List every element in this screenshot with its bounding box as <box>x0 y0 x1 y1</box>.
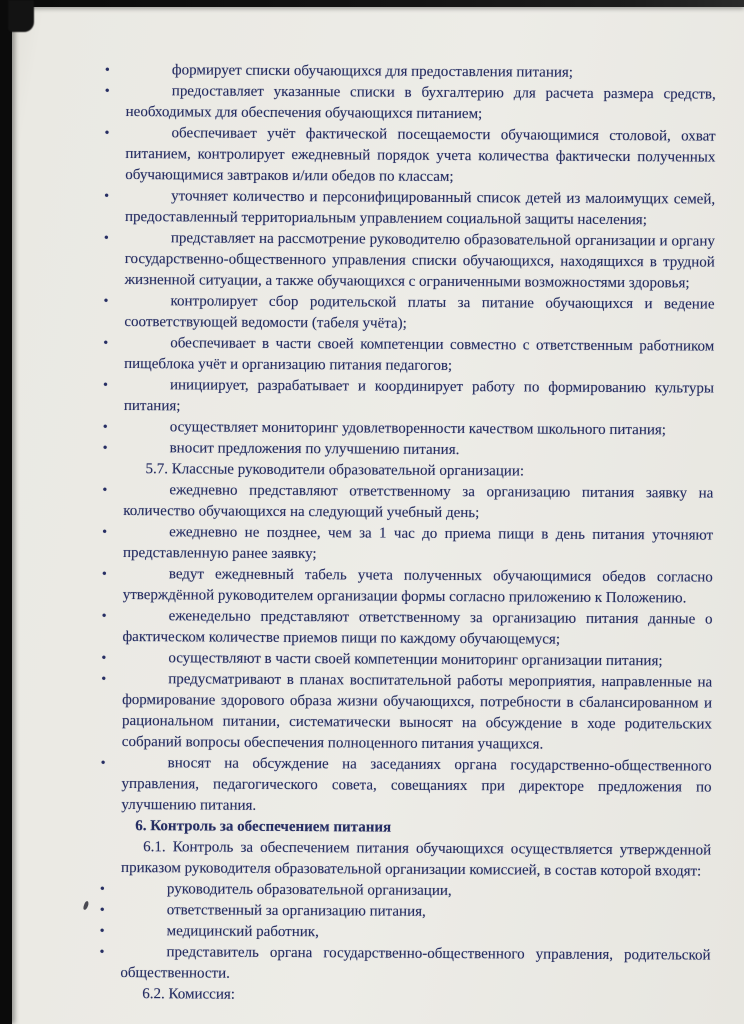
item-text: уточняет количество и персонифицированный список детей из малоимущих семей, предоставленный территориальным управлением социальной защиты населения; <box>124 188 716 229</box>
list-item <box>101 669 713 757</box>
bullet-marker: • <box>101 608 107 624</box>
item-text: обеспечивает учёт фактической посещаемости обучающимися столовой, охват питанием, контролирует ежедневный порядок учета количества фактически полученных обучающимися завтраков и/или обедов по классам; <box>125 125 716 186</box>
list-item <box>102 375 715 421</box>
item-text: вносят на обсуждение на заседаниях органа государственно-общественного управления, педагогического совета, совещаниях при директоре предложения по улучшению питания. <box>121 755 712 814</box>
item-text: ежедневно представляют ответственному за организацию питания заявку на количество обучающихся на следующий учебный день; <box>123 482 714 522</box>
item-text: представитель органа государственно-общественного управления, родительской общественности. <box>120 944 711 982</box>
bullet-marker: • <box>104 62 110 78</box>
list-item <box>104 81 716 127</box>
list-item <box>104 186 716 232</box>
bullet-marker: • <box>99 902 105 918</box>
bullet-marker: • <box>102 524 108 540</box>
list-item <box>101 564 713 610</box>
bullet-marker: • <box>99 944 105 960</box>
item-text: 6. Контроль за обеспечением питания <box>135 818 392 836</box>
bullet-marker: • <box>104 125 110 141</box>
bullet-marker: • <box>99 923 105 939</box>
list-item <box>101 606 713 652</box>
item-text: 6.2. Комиссия: <box>142 986 235 1003</box>
list-item <box>103 333 715 379</box>
item-text: ежедневно не позднее, чем за 1 час до приема пищи в день питания уточняют представленную ранее заявку; <box>122 524 714 563</box>
document-body <box>99 60 716 1009</box>
item-text: ведут ежедневный табель учета полученных обучающимися обедов согласно утверждённой руководителем организации формы согласно приложению к Положению. <box>122 566 713 607</box>
item-text: представляет на рассмотрение руководителю образовательной организации и органу государственно-общественного управления списки обучающихся, находящихся в трудной жизненной ситуации, а также обучающихся с ограниченными возможностями здоровья; <box>124 230 715 292</box>
bullet-marker: • <box>103 230 109 246</box>
item-text: инициирует, разрабатывает и координирует работу по формированию культуры питания; <box>123 377 715 415</box>
item-text: контролирует сбор родительской платы за питание обучающихся и ведение соответствующей ведомости (табеля учёта); <box>124 293 715 332</box>
list-item <box>103 228 715 295</box>
item-text: 6.1. Контроль за обеспечением питания обучающихся осуществляется утвержденной приказом руководителя образовательной организации комиссией, в состав которой входят: <box>121 839 712 880</box>
scan-edge-left-artifact <box>0 0 12 1024</box>
bullet-marker: • <box>102 377 108 393</box>
bullet-marker: • <box>104 83 110 99</box>
scan-corner-artifact <box>8 0 34 32</box>
item-text: осуществляют в части своей компетенции мониторинг организации питания; <box>168 650 663 670</box>
item-text: ответственный за организацию питания, <box>166 902 426 920</box>
list-item <box>120 984 710 1009</box>
item-text: обеспечивает в части своей компетенции совместно с ответственным работником пищеблока учёт и организацию питания педагогов; <box>124 335 715 374</box>
bullet-marker: • <box>99 881 105 897</box>
item-text: формирует списки обучающихся для предоставления питания; <box>171 62 574 81</box>
bullet-marker: • <box>101 566 107 582</box>
bullet-marker: • <box>104 188 110 204</box>
bullet-marker: • <box>100 755 106 771</box>
scan-stray-mark <box>83 901 90 911</box>
bullet-marker: • <box>102 440 108 456</box>
item-text: еженедельно представляют ответственному за организацию питания данные о фактическом количестве приемов пищи по каждому обучающемуся; <box>122 608 713 648</box>
list-item <box>100 753 712 820</box>
item-text: руководитель образовательной организации, <box>166 881 452 900</box>
scan-edge-top-artifact <box>0 0 744 7</box>
bullet-marker: • <box>102 419 108 435</box>
list-item <box>102 522 714 568</box>
item-text: предусматривают в планах воспитательной работы мероприятия, направленные на формирование здорового образа жизни обучающихся, потребности в сбалансированном и рациональном питании, систематически выносят на обсуждение в ходе родительских собраний вопросы обеспечения полноценного питания учащихся. <box>121 671 713 753</box>
bullet-marker: • <box>102 482 108 498</box>
bullet-marker: • <box>103 293 109 309</box>
bullet-marker: • <box>101 671 107 687</box>
list-item <box>99 942 711 988</box>
item-text: медицинский работник, <box>166 923 319 941</box>
item-text: предоставляет указанные списки в бухгалтерию для расчета размера средств, необходимых для обеспечения обучающихся питанием; <box>125 83 716 123</box>
list-item <box>121 837 711 883</box>
item-text: осуществляет мониторинг удовлетворенности качеством школьного питания; <box>169 419 667 439</box>
list-item <box>104 123 716 190</box>
list-item <box>102 480 714 526</box>
item-text: 5.7. Классные руководители образовательной организации: <box>145 461 525 480</box>
list-item <box>103 291 715 337</box>
bullet-marker: • <box>101 650 107 666</box>
bullet-marker: • <box>103 335 109 351</box>
item-text: вносит предложения по улучшению питания. <box>169 440 460 459</box>
